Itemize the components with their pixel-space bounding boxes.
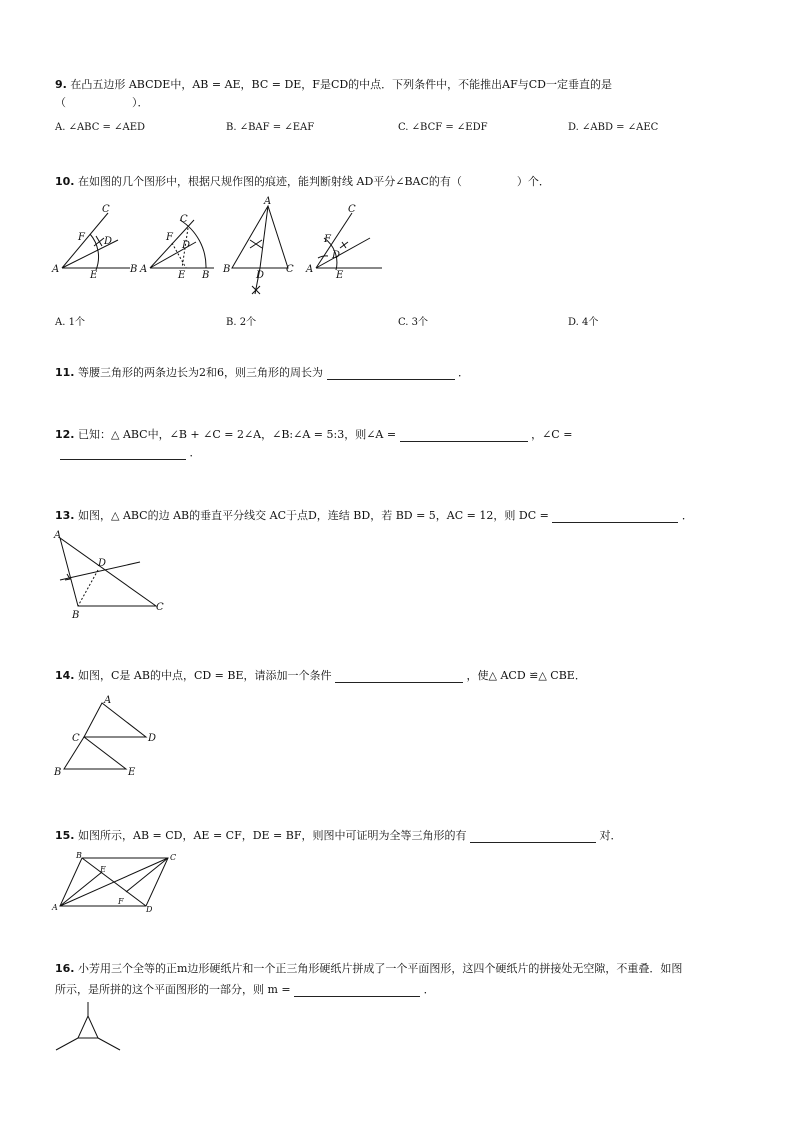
q16-figure <box>50 1000 130 1060</box>
q10-fig1-label-c: C <box>102 204 110 215</box>
q16-end: ． <box>423 983 435 996</box>
q10-line <box>55 175 550 189</box>
q10-fig1-label-e: E <box>90 270 98 281</box>
q10-figure-2 <box>139 214 214 281</box>
q15-number: 15. <box>55 829 75 842</box>
q16-line2 <box>55 983 435 997</box>
q9-option-a: A. ∠ABC = ∠AED <box>55 122 146 133</box>
q10-fig4-label-f: F <box>324 234 331 245</box>
q10-fig4-label-a: A <box>306 264 314 275</box>
q11-line <box>55 366 469 380</box>
q10-fig4-label-d: D <box>332 250 341 261</box>
q14-label-d: D <box>148 733 157 744</box>
q16-stem: 小芳用三个全等的正m边形硬纸片和一个正三角形硬纸片拼成了一个平面图形，这四个硬纸片的拼接处无空隙，不重叠．如图 <box>78 962 683 975</box>
q15-end: 对． <box>599 829 622 842</box>
q9-option-c: C. ∠BCF = ∠EDF <box>398 122 488 133</box>
q10-figure-1 <box>51 204 137 281</box>
q10-number: 10. <box>55 175 75 188</box>
q10-fig3-label-a: A <box>264 196 272 207</box>
q10-fig2-label-c: C <box>180 214 188 225</box>
q13-line <box>55 509 693 523</box>
q16-answer-blank[interactable] <box>294 984 420 997</box>
q15-label-c: C <box>170 853 177 862</box>
q11-stem: 等腰三角形的两条边长为2和6，则三角形的周长为 <box>78 366 323 379</box>
q15-label-a: A <box>52 903 58 912</box>
q10-fig1-label-f: F <box>78 232 85 243</box>
q14-label-a: A <box>104 695 112 706</box>
q15-answer-blank[interactable] <box>470 830 596 843</box>
q14-label-c: C <box>72 733 80 744</box>
q10-fig3-label-b: B <box>223 264 231 275</box>
q10-fig1-label-b: B <box>130 264 138 275</box>
q10-fig4-label-e: E <box>336 270 344 281</box>
q10-fig2-label-b: B <box>202 270 210 281</box>
q14-figure <box>50 695 170 785</box>
q11-number: 11. <box>55 366 75 379</box>
q13-stem: 如图，△ ABC的边 AB的垂直平分线交 AC于点D，连结 BD，若 BD = 5，AC = 12，则 DC = <box>78 509 549 522</box>
q14-label-e: E <box>128 767 136 778</box>
q9-line1 <box>55 78 612 92</box>
q13-number: 13. <box>55 509 75 522</box>
q10-fig2-label-f: F <box>166 232 173 243</box>
q15-stem: 如图所示，AB = CD，AE = CF，DE = BF，则图中可证明为全等三角形的有 <box>78 829 467 842</box>
q13-answer-blank[interactable] <box>552 510 678 523</box>
q13-label-c: C <box>156 602 164 613</box>
q10-option-a: A. 1个 <box>55 317 85 328</box>
q14-line <box>55 669 586 683</box>
q13-label-d: D <box>98 558 107 569</box>
q10-fig4-label-c: C <box>348 204 356 215</box>
q12-number: 12. <box>55 428 75 441</box>
q10-figure-4 <box>305 204 382 281</box>
q14-label-b: B <box>54 767 62 778</box>
q9-stem: 在凸五边形 ABCDE中，AB = AE，BC = DE，F是CD的中点．下列条件中，不能推出AF与CD一定垂直的是 <box>70 78 612 91</box>
q15-line <box>55 829 621 843</box>
q14-stem: 如图，C是 AB的中点，CD = BE，请添加一个条件 <box>78 669 332 682</box>
q11-answer-blank[interactable] <box>327 367 455 380</box>
q12-line1 <box>55 428 572 442</box>
q10-option-b: B. 2个 <box>226 317 257 328</box>
q9-option-d: D. ∠ABD = ∠AEC <box>568 122 659 133</box>
q10-option-d: D. 4个 <box>568 317 599 328</box>
q11-end: ． <box>458 366 469 379</box>
q16-stem-2: 所示，是所拼的这个平面图形的一部分，则 m = <box>55 983 291 996</box>
q13-end: ． <box>681 509 693 522</box>
q10-fig1-label-a: A <box>52 264 60 275</box>
q10-figure-3 <box>222 196 294 294</box>
q10-figures <box>50 198 390 303</box>
q14-end: ，使△ ACD ≌△ CBE． <box>466 669 586 682</box>
q10-fig3-label-d: D <box>256 270 265 281</box>
q15-figure <box>50 850 190 920</box>
q14-answer-blank[interactable] <box>335 670 463 683</box>
q10-fig1-label-d: D <box>104 236 113 247</box>
q12-stem: 已知：△ ABC中，∠B + ∠C = 2∠A，∠B:∠A = 5:3，则∠A = <box>78 428 397 441</box>
q12-answer-blank-c[interactable] <box>60 447 186 460</box>
q13-label-a: A <box>54 530 62 541</box>
q10-option-c: C. 3个 <box>398 317 429 328</box>
q13-figure <box>50 530 180 620</box>
q12-line2 <box>60 446 201 460</box>
q14-number: 14. <box>55 669 75 682</box>
q10-fig2-label-d: D <box>182 240 191 251</box>
q9-number: 9. <box>55 78 67 91</box>
q13-label-b: B <box>72 610 80 621</box>
q10-fig2-label-a: A <box>140 264 148 275</box>
q12-answer-blank-a[interactable] <box>400 429 528 442</box>
q12-end: ． <box>189 446 201 459</box>
q15-label-f: F <box>118 897 124 906</box>
q16-number: 16. <box>55 962 75 975</box>
q15-label-b: B <box>76 851 82 860</box>
q12-mid: ，∠C = <box>531 428 573 441</box>
q9-line2 <box>55 96 149 110</box>
q9-option-b: B. ∠BAF = ∠EAF <box>226 122 315 133</box>
q15-label-d: D <box>146 905 153 914</box>
q10-fig2-label-e: E <box>178 270 186 281</box>
q10-fig3-label-c: C <box>286 264 294 275</box>
q16-line1 <box>55 962 682 976</box>
q15-label-e: E <box>100 865 106 874</box>
q9-paren: （ ）． <box>55 96 149 109</box>
q10-stem: 在如图的几个图形中，根据尺规作图的痕迹，能判断射线 AD平分∠BAC的有（ ）个． <box>78 175 550 188</box>
